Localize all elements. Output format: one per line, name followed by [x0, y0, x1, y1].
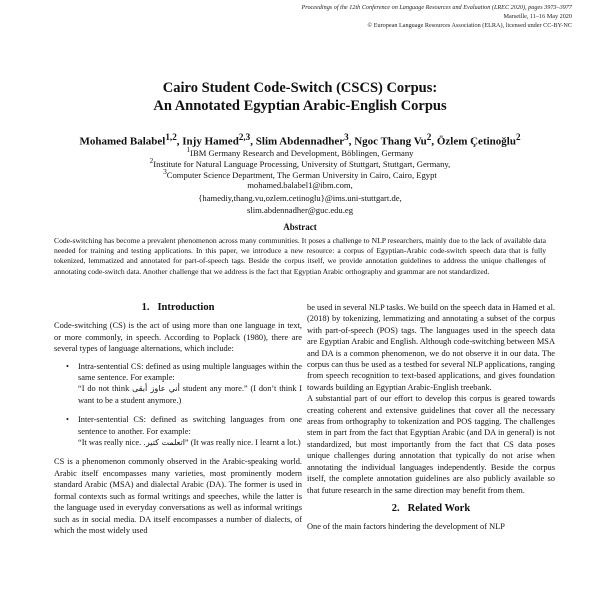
affiliation-3-text: Computer Science Department, The German University in Cairo, Cairo, Egypt	[166, 169, 437, 180]
list-item-inter-sentential	[68, 414, 302, 448]
author-2-sup: 2,3	[238, 132, 251, 142]
email-2: {hamediy,thang.vu,ozlem.cetinoglu}@ims.uni-stuttgart.de,	[198, 193, 402, 203]
intro-paragraph-1: Code-switching (CS) is the act of using more than one language in text, or more commonly, in speech. According to Poplack (1980), there are several types of language alternations, which include:	[54, 321, 302, 354]
right-column	[307, 302, 555, 533]
author-1-sup: 1,2	[165, 132, 177, 142]
section-2-heading	[307, 503, 555, 514]
intra-example	[78, 383, 302, 406]
affiliation-1-text: IBM Germany Research and Development, Böblingen, Germany	[190, 147, 414, 158]
list-item-intra-sentential	[68, 361, 302, 407]
author-5: Özlem Çetinoğlu	[436, 135, 516, 148]
author-1: Mohamed Balabel	[79, 135, 166, 148]
affiliation-3-sup: 3	[163, 168, 167, 176]
header-line-3: © European Language Resources Association (ELRA), licensed under CC-BY-NC	[367, 22, 572, 29]
section-1-title: Introduction	[157, 302, 215, 313]
intra-definition: Intra-sentential CS: defined as using multiple languages within the same sentence. For example:	[78, 361, 302, 383]
header-line-2: Marseille, 11–16 May 2020	[503, 13, 572, 20]
related-work-paragraph: One of the main factors hindering the development of NLP	[307, 522, 505, 532]
section-1-heading	[54, 302, 302, 313]
intro-paragraph-2: CS is a phenomenon commonly observed in the Arabic-speaking world. Arabic itself encompasses many varieties, most prominently modern standard Arabic (MSA) and dialectal Arabic (DA). The former is used in formal contexts such as formal writings and speeches, while the latter is the language used in everyday conversations as well as informal writings such as in social media. DA itself encompasses a number of dialects, of which the most widely used	[54, 457, 302, 535]
author-5-sup: 2	[515, 132, 521, 142]
author-list: Mohamed Balabel$^{1,2}$, Injy Hamed$^{2,3}$, Slim Abdennadher$^3$, Ngoc Thang Vu$^2$, Özlem Çetinoğlu$^2$	[79, 132, 521, 148]
paper-title-line-1: Cairo Student Code-Switch (CSCS) Corpus:	[162, 80, 438, 96]
abstract-text: Code-switching has become a prevalent phenomenon across many communities. It poses a challenge to NLP researchers, mainly due to the lack of available data needed for training and testing applications. In this paper, we introduce a new resource: a corpus of Egyptian-Arabic code-switch speech data that is fully tokenized, lemmatized and annotated for part-of-speech tags. Beside the corpus itself, we provide annotation guidelines to address the unique challenges of annotating code-switch data. Another challenge that we address is the fact that Egyptian Arabic orthography and grammar are not standardized.	[54, 236, 546, 276]
author-3: Slim Abdennadher	[255, 135, 345, 148]
inter-example-arabic: اتعلمت كتير.	[143, 438, 185, 448]
cs-types-list	[54, 361, 302, 449]
author-2: Injy Hamed	[182, 135, 239, 148]
inter-example-start: “It was really nice.	[78, 438, 142, 448]
email-3: slim.abdennadher@guc.edu.eg	[247, 205, 353, 215]
affiliation-2-text: Institute for Natural Language Processing, University of Stuttgart, Stuttgart, Germany,	[153, 158, 451, 169]
paper-title-line-2: An Annotated Egyptian Arabic-English Corpus	[153, 98, 447, 114]
proceedings-header	[252, 3, 572, 30]
email-1: mohamed.balabel1@ibm.com,	[247, 180, 353, 190]
inter-example-end: ” (It was really nice. I learnt a lot.)	[184, 438, 301, 448]
header-line-1: Proceedings of the 12th Conference on Language Resources and Evaluation (LREC 2020), pages 3973–3977	[301, 4, 572, 11]
abstract-heading: Abstract	[283, 222, 317, 232]
section-2-title: Related Work	[407, 502, 471, 514]
inter-definition: Inter-sentential CS: defined as switching languages from one sentence to another. For example:	[78, 415, 302, 436]
author-3-sup: 3	[344, 132, 349, 142]
section-1-number: 1.	[141, 302, 150, 313]
section-2-number: 2.	[391, 502, 400, 514]
intra-example-arabic: أني عاوز أبقى	[132, 384, 180, 394]
left-column	[54, 302, 302, 536]
inter-example	[78, 437, 302, 448]
right-paragraph-1: be used in several NLP tasks. We build on the speech data in Hamed et al. (2018) by tokenizing, lemmatizing and annotating a subset of the corpus with part-of-speech (POS) tags. The languages used in the speech data are Egyptian Arabic and English. Although code-switching between MSA and DA is a common phenomenon, we do not observe it in our data. The corpus can thus be used as a testbed for several NLP applications, ranging from speech recognition to text-based applications, and gives foundation towards building an Egyptian Arabic-English treebank.	[307, 303, 555, 392]
intra-example-end: student any more.” (I don’t think I want to be a student anymore.)	[78, 384, 303, 405]
right-paragraph-2: A substantial part of our effort to develop this corpus is geared towards creating coherent and extensive guidelines that cover all the necessary areas from orthography to tokenization and POS tagging. The challenges stem in part from the fact that Egyptian Arabic (and DA in general) is not standardized, but most importantly from the fact that CS data poses unique challenges during annotation that typically do not arise when annotating the individual languages independently. Beside the corpus itself, the complete annotation guidelines are also publicly available so that future research in the same direction may benefit from them.	[307, 394, 555, 495]
affiliation-1-sup: 1	[186, 146, 191, 154]
affiliation-2-sup: 2	[149, 157, 154, 165]
intra-example-start: “I do not think	[78, 384, 130, 394]
author-4-sup: 2	[426, 132, 432, 142]
author-4: Ngoc Thang Vu	[354, 135, 427, 148]
affiliation-3	[0, 167, 600, 181]
